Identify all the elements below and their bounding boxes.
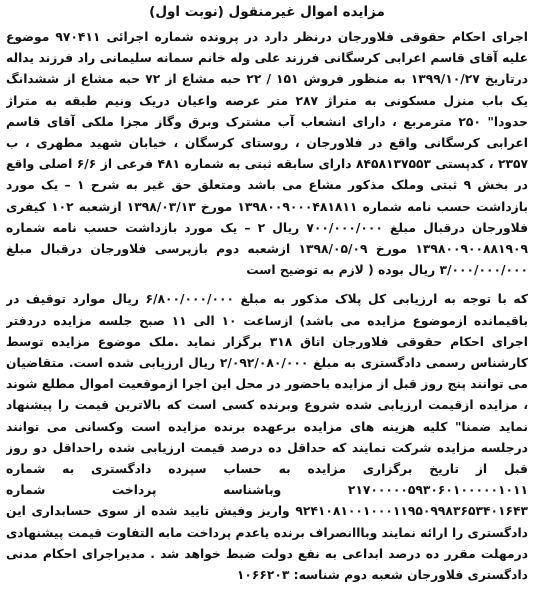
notice-id-value: ۱۰۶۶۲۰۳ [236, 568, 290, 583]
notice-paragraph-2-text: که با توجه به ارزیابی کل پلاک مذکور به مبلغ ۶/۸۰۰/۰۰۰/۰۰۰ ریال موارد توقیف در باقیمانده ازموضوع مزایده می باشد) ازساعت ۱۰ الی ۱۱ صبح جلسه مزایده دردفتر اجرای احکام حقوقی فلاورجان اتاق ۳۱۸ برگزار نماید .ملک موضوع مزایده توسط کارشناس رسمی دادگستری به مبلغ ۲/۰۹۲/۰۸۰/۰۰۰ ریال ارزیابی شده است. متقاضیان می توانند پنج روز قبل از مزایده باحضور در محل این اجرا ازموقعیت اموال مطلع شوند ، مزایده ازقیمت ارزیابی شده شروع وبرنده کسی است که بالاترین قیمت را پیشنهاد نماید ضمنا" کلیه هزینه های مزایده برعهده برنده مزایده است وکسانی می توانند درجلسه مزایده شرکت نمایند که حداقل ده درصد قیمت ارزیابی شده راحداقل دو روز قبل از تاریخ برگزاری مزایده به حساب سپرده دادگستری به شماره ۲۱۷۰۰۰۰۰۵۹۳۰۶۰۱۰۰۰۰۰۱۰۱۱ وباشناسه پرداخت شماره ۹۲۴۱۰۸۱۰۰۱۰۰۰۱۱۹۵۰۹۹۸۳۶۵۳۴۰۱۶۴۳ واریز وفیش تایید شده از سوی حسابداری این دادگستری را ارائه نمایند وبااانصراف برنده یاعدم پرداخت مابه التفاوت قیمت پیشنهادی درمهلت مقرر ده درصد ابداعی به نفع دولت ضبط خواهد شد . مدیراجرای احکام مدنی دادگستری فلاورجان شعبه دوم [6, 292, 528, 583]
notice-paragraph-1: اجرای احکام حقوقی فلاورجان درنظر دارد در پرونده شماره اجرائی ۹۷۰۴۱۱ موضوع علیه آقای قاسم اعرابی کرسگانی فرزند علی وله خانم سمانه سلیمانی راد فرزند یداله درتاریخ ۱۳۹۹/۱۰/۲۷ به منظور فروش ۱۵۱ / ۲۲ حبه مشاع از ۷۲ حبه مشاع از ششدانگ یک باب منزل مسکونی به متراژ ۲۸۷ متر عرصه واعیان دریک ونیم طبقه به متراژ حدودا" ۲۵۰ مترمربع ، دارای انشعاب آب مشترک وبرق وگاز مجزا ملکی آقای قاسم اعرابی کرسگانی واقع در فلاورجان ، روستای کرسگان ، خیابان شهید مطهری ، ب ۲۳۵۷ ، کدپستی ۸۴۵۸۱۳۷۵۵۳ دارای سابقه ثبتی به شماره ۴۸۱ فرعی از ۶/۶ اصلی واقع در بخش ۹ ثبتی وملک مذکور مشاع می باشد ومتعلق حق غیر به شرح ۱ – یک مورد بازداشت حسب نامه شماره ۱۳۹۸۰۰۹۰۰۰۴۸۱۸۱۱ مورخ ۱۳۹۸/۰۳/۱۳ ازشعبه ۱۰۲ کیفری فلاورجان درقبال مبلغ ۷۰۰/۰۰۰/۰۰۰ ریال ۲ – یک مورد بازداشت حسب نامه شماره ۱۳۹۸۰۰۹۰۰۸۸۱۹۰۹ مورخ ۱۳۹۸/۰۵/۰۹ ازشعبه دوم بازپرسی فلاورجان درقبال مبلغ ۳/۰۰۰/۰۰۰/۰۰۰ ریال بوده ( لازم به توضیح است [6, 30, 528, 278]
auction-notice [6, 4, 528, 604]
notice-paragraph-2 [6, 289, 528, 586]
notice-id-label: شناسه: [293, 568, 340, 583]
notice-title: مزایده اموال غیرمنقول (نوبت اول) [149, 4, 385, 20]
